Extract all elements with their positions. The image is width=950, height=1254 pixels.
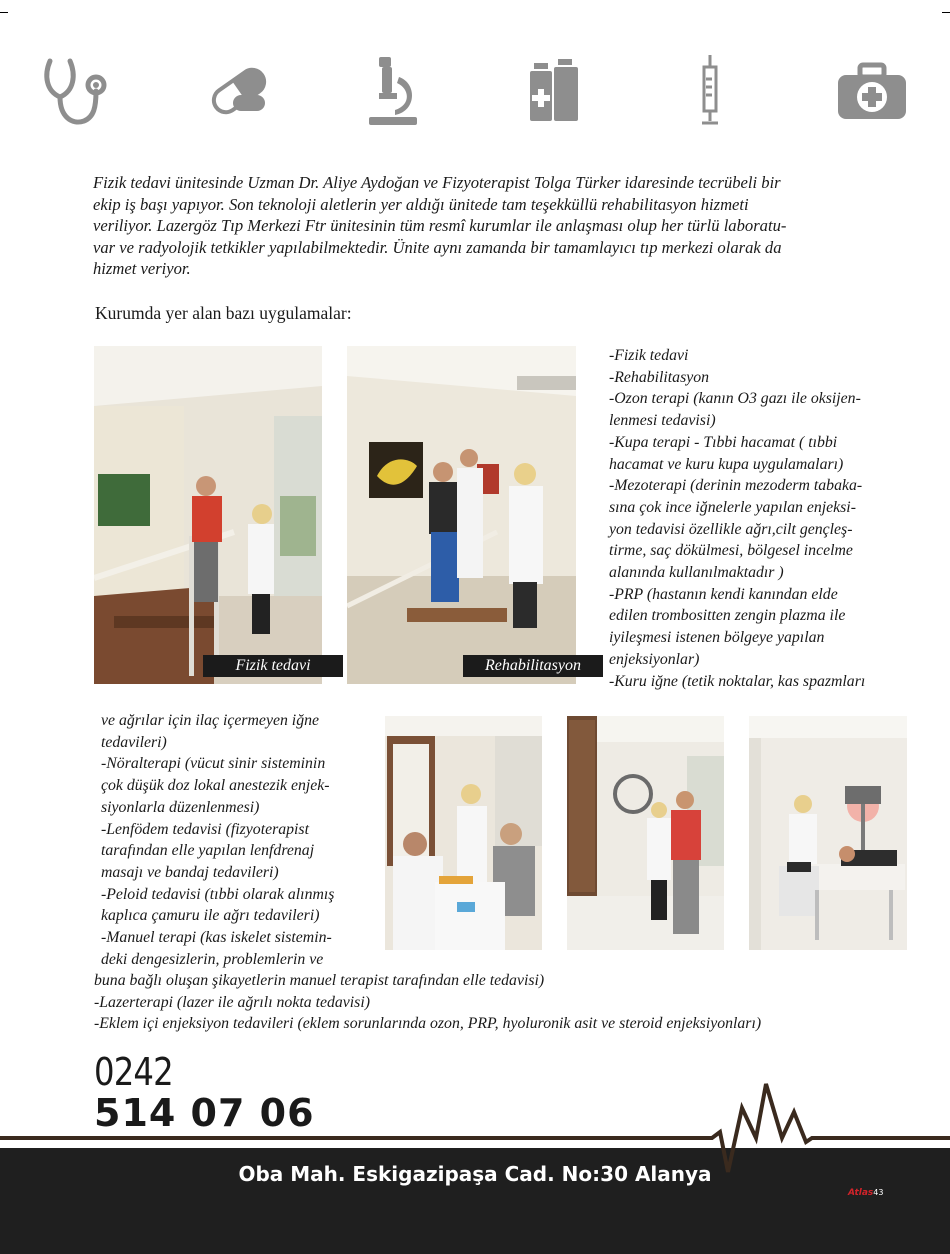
list-item: tedavileri): [101, 733, 167, 751]
list-item: -Eklem içi enjeksiyon tedavileri (eklem sorunlarında ozon, PRP, hyoluronik asit ve steroid enjeksiyonları): [94, 1015, 762, 1033]
list-item: -Nöralterapi (vücut sinir sisteminin: [101, 755, 326, 773]
first-aid-kit-icon: [832, 55, 912, 127]
list-item: -Kupa terapi - Tıbbi hacamat ( tıbbi: [609, 433, 838, 451]
list-item: -Mezoterapi (derinin mezoderm tabaka-: [609, 477, 863, 495]
photo-treatment-session: [385, 716, 542, 950]
address: Oba Mah. Eskigazipaşa Cad. No:30 Alanya: [238, 1162, 712, 1186]
treatment-list-final: [94, 970, 894, 1035]
list-item: lenmesi tedavisi): [609, 412, 716, 430]
list-item: ve ağrılar için ilaç içermeyen iğne: [101, 712, 320, 729]
list-item: alanında kullanılmaktadır ): [609, 564, 784, 582]
brand-logo: Atlas: [848, 1188, 874, 1198]
intro-line: veriliyor. Lazergöz Tıp Merkezi Ftr ünitesinin tüm resmî kurumlar ile anlaşması olup her türlü laboratu-: [93, 216, 787, 235]
list-item: -PRP (hastanın kendi kanından elde: [609, 585, 838, 603]
photo-caption: Fizik tedavi: [203, 655, 343, 677]
phone-area-code[interactable]: 0242: [94, 1050, 173, 1094]
microscope-icon: [355, 55, 435, 127]
photo-therapy-room: [567, 716, 724, 950]
list-item: hacamat ve kuru kupa uygulamaları): [609, 455, 844, 473]
list-item: -Peloid tedavisi (tıbbi olarak alınmış: [101, 885, 335, 903]
crop-mark: [0, 12, 8, 13]
list-item: -Ozon terapi (kanın O3 gazı ile oksijen-: [609, 390, 861, 408]
crop-mark: [942, 12, 950, 13]
syringe-icon: [670, 55, 750, 127]
list-item: enjeksiyonlar): [609, 650, 700, 668]
treatment-list-continued: [101, 710, 391, 970]
list-item: kaplıca çamuru ile ağrı tedavileri): [101, 907, 320, 925]
photo-caption: Rehabilitasyon: [463, 655, 603, 677]
page-number-value: 43: [873, 1188, 884, 1197]
pill-capsule-icon: [199, 55, 279, 127]
list-item: -Rehabilitasyon: [609, 368, 710, 386]
list-item: siyonlarla düzenlenmesi): [101, 798, 260, 816]
list-item: yon tedavisi özellikle ağrı,cilt gençleş-: [609, 520, 853, 538]
list-item: -Fizik tedavi: [609, 347, 689, 364]
intro-line: hizmet veriyor.: [93, 259, 191, 278]
intro-line: ekip iş başı yapıyor. Son teknoloji aletlerin yer aldığı ünitede tam teşekküllü rehabilitasyon hizmeti: [93, 194, 749, 214]
page-number: [848, 1188, 883, 1198]
list-item: -Kuru iğne (tetik noktalar, kas spazmları: [609, 672, 866, 690]
section-heading: Kurumda yer alan bazı uygulamalar:: [95, 303, 352, 323]
list-item: sına çok ince iğnelerle yapılan enjeksi-: [609, 498, 856, 516]
list-item: tirme, saç dökülmesi, bölgesel incelme: [609, 542, 853, 560]
phone-number[interactable]: 514 07 06: [94, 1091, 315, 1135]
stethoscope-icon: [38, 55, 118, 127]
medicine-bottles-icon: [512, 55, 592, 127]
list-item: tarafından elle yapılan lenfdrenaj: [101, 842, 315, 860]
list-item: buna bağlı oluşan şikayetlerin manuel terapist tarafından elle tedavisi): [94, 972, 545, 989]
list-item: -Lenfödem tedavisi (fizyoterapist: [101, 820, 309, 838]
treatment-list: [609, 345, 929, 692]
list-item: -Lazerterapi (lazer ile ağrılı nokta tedavisi): [94, 993, 370, 1011]
photo-rehabilitation: [347, 346, 576, 684]
intro-paragraph: [93, 172, 873, 280]
list-item: iyileşmesi istenen bölgeye yapılan: [609, 629, 825, 647]
list-item: çok düşük doz lokal anestezik enjek-: [101, 777, 330, 795]
list-item: deki dengesizlerin, problemlerin ve: [101, 950, 324, 968]
photo-laser-therapy: [749, 716, 907, 950]
list-item: masajı ve bandaj tedavileri): [101, 863, 279, 881]
list-item: -Manuel terapi (kas iskelet sistemin-: [101, 929, 332, 947]
intro-line: Fizik tedavi ünitesinde Uzman Dr. Aliye Aydoğan ve Fizyoterapist Tolga Türker idaresinde tecrübeli bir: [93, 173, 781, 192]
intro-line: var ve radyolojik tetkikler yapılabilmektedir. Ünite aynı zamanda bir tamamlayıcı tıp merkezi olarak da: [93, 237, 782, 257]
list-item: edilen trombositten zengin plazma ile: [609, 607, 846, 625]
photo-physical-therapy: [94, 346, 322, 684]
